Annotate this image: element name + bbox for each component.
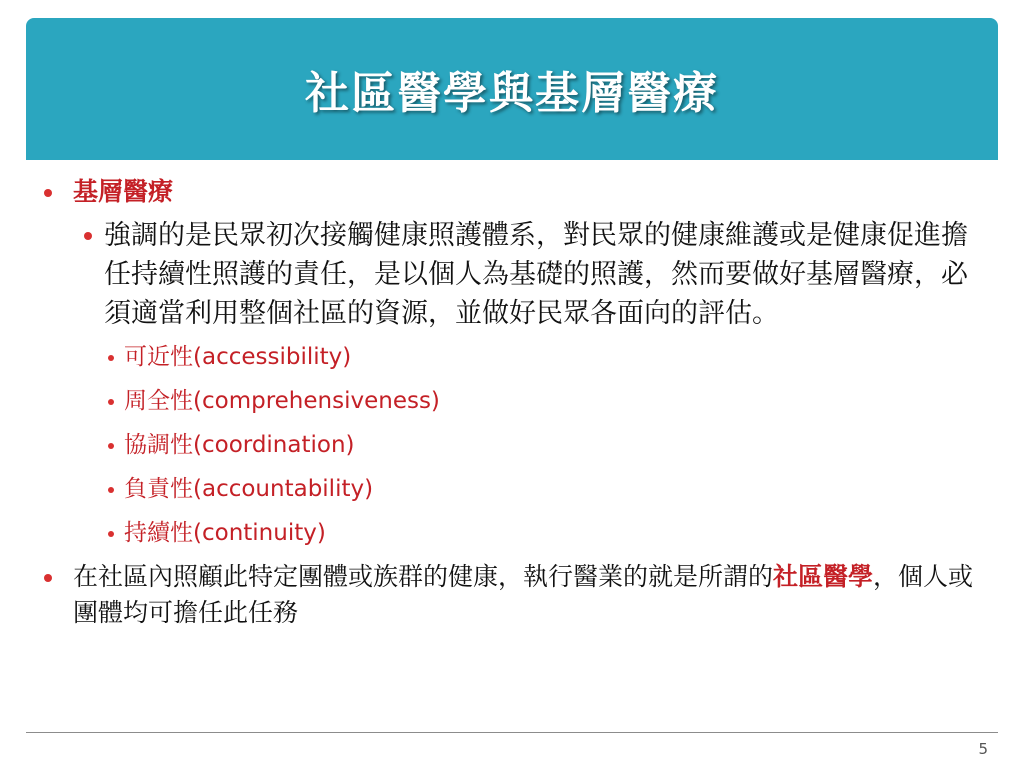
- feature-zh: 持續性: [124, 520, 193, 546]
- slide-title: 社區醫學與基層醫療: [305, 68, 719, 119]
- slide-content: [44, 174, 974, 637]
- bullet-primary-care: [44, 174, 974, 210]
- feature-item-accessibility: [108, 339, 974, 375]
- bullet-dot-icon: [108, 355, 114, 361]
- footer-divider: [26, 732, 998, 733]
- bullet-primary-care-label: 基層醫療: [73, 177, 174, 206]
- feature-en: (coordination): [193, 432, 355, 458]
- community-medicine-text: [73, 559, 974, 631]
- page-number: 5: [978, 740, 988, 758]
- bullet-primary-care-description: [84, 216, 974, 333]
- community-medicine-text-part1: 在社區內照顧此特定團體或族群的健康，執行醫業的就是所謂的: [73, 562, 774, 591]
- feature-en: (continuity): [193, 520, 326, 546]
- feature-zh: 協調性: [124, 432, 193, 458]
- feature-zh: 可近性: [124, 344, 193, 370]
- bullet-dot-icon: [44, 574, 52, 582]
- bullet-dot-icon: [108, 399, 114, 405]
- feature-zh: 負責性: [124, 476, 193, 502]
- feature-zh: 周全性: [124, 388, 193, 414]
- community-medicine-emphasis: 社區醫學: [773, 562, 874, 591]
- feature-en: (comprehensiveness): [193, 388, 440, 414]
- bullet-dot-icon: [108, 487, 114, 493]
- bullet-dot-icon: [44, 189, 52, 197]
- feature-item-continuity: [108, 515, 974, 551]
- feature-item-coordination: [108, 427, 974, 463]
- bullet-dot-icon: [108, 443, 114, 449]
- bullet-dot-icon: [108, 531, 114, 537]
- feature-item-comprehensiveness: [108, 383, 974, 419]
- community-medicine-text-part2: ，個人或團體均可擔任此任務: [73, 562, 974, 627]
- bullet-community-medicine: [44, 559, 974, 631]
- feature-item-accountability: [108, 471, 974, 507]
- feature-en: (accountability): [193, 476, 374, 502]
- primary-care-description-text: 強調的是民眾初次接觸健康照護體系，對民眾的健康維護或是健康促進擔任持續性照護的責任，是以個人為基礎的照護，然而要做好基層醫療，必須適當利用整個社區的資源，並做好民眾各面向的評估。: [104, 220, 968, 329]
- title-bar: [26, 18, 998, 160]
- bullet-dot-icon: [84, 232, 92, 240]
- feature-en: (accessibility): [193, 344, 352, 370]
